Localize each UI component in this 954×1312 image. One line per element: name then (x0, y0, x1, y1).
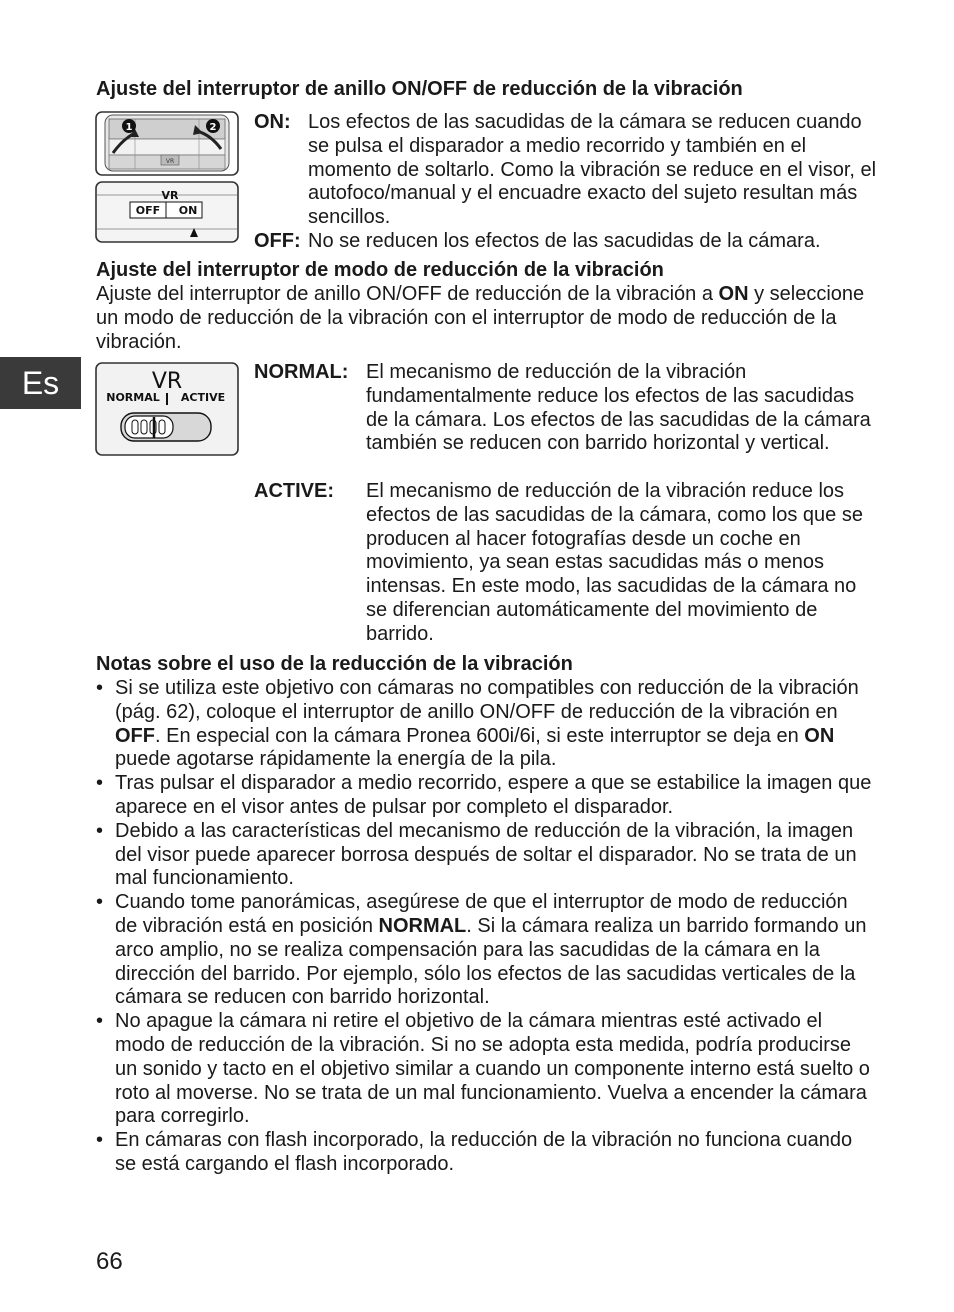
list-item (95, 1010, 875, 1129)
normal-position-label: NORMAL (106, 391, 160, 404)
note-text: Tras pulsar el disparador a medio recorrido, espere a que se estabilice la imagen que aparece en el visor antes de pulsar por completo el disparador. (115, 772, 872, 818)
bullet: • (96, 819, 104, 842)
note-bold: NORMAL (378, 914, 467, 937)
step-1-label: 1 (125, 122, 133, 133)
bullet: • (96, 772, 104, 795)
on-term: ON: (254, 111, 291, 133)
bullet: • (96, 1129, 104, 1152)
note-bold: OFF (115, 724, 155, 747)
normal-description: El mecanismo de reducción de la vibración fundamentalmente reduce los efectos de las sacudidas de la cámara. Los efectos de las sacudidas de la cámara también se reducen con barrido horizontal y vertical. (366, 361, 871, 455)
off-position-label: OFF (135, 204, 161, 217)
note-text: Cuando tome panorámicas, asegúrese de que el interruptor de modo de reducción de vibración está en posición (115, 891, 848, 937)
note-text: En cámaras con flash incorporado, la reducción de la vibración no funciona cuando se está cargando el flash incorporado. (115, 1129, 853, 1175)
off-description: No se reducen los efectos de las sacudidas de la cámara. (308, 230, 821, 252)
note-text: No apague la cámara ni retire el objetivo de la cámara mientras esté activado el modo de reducción de la vibración. Si no se adopta esta medida, podría producirse un sonido y tacto en el objetivo similar a cuando un componente interno está suelto o roto al moverse. No se trata de un mal funcionamiento. Vuelva a encender la cámara para corregirlo. (115, 1010, 870, 1128)
notes-heading: Notas sobre el uso de la reducción de la vibración (96, 653, 573, 675)
bullet: • (96, 677, 104, 699)
language-tab: Es (0, 357, 81, 409)
mode-section-heading: Ajuste del interruptor de modo de reducción de la vibración (96, 259, 664, 281)
mode-intro-text-2: y seleccione un modo de reducción de la vibración con el interruptor de modo de reducción de la vibración. (96, 283, 865, 353)
note-text: . En especial con la cámara Pronea 600i/6i, si este interruptor se deja en (155, 724, 805, 747)
bullet: • (96, 891, 104, 914)
mode-vr-label: VR (151, 369, 183, 394)
mode-intro-on: ON (718, 283, 749, 305)
vr-mode-switch-figure (95, 362, 240, 458)
lens-ring-illustration (96, 112, 238, 175)
note-text: puede agotarse rápidamente la energía de la pila. (115, 748, 557, 771)
onoff-switch-illustration (96, 182, 238, 242)
mode-intro-text-1: Ajuste del interruptor de anillo ON/OFF de reducción de la vibración a (96, 283, 719, 305)
onoff-section-heading: Ajuste del interruptor de anillo ON/OFF de reducción de la vibración (96, 78, 743, 100)
normal-term: NORMAL: (254, 361, 349, 383)
list-item (95, 677, 875, 772)
off-term: OFF: (254, 230, 301, 252)
note-text: Si se utiliza este objetivo con cámaras no compatibles con reducción de la vibración (pág. 62), coloque el interruptor de anillo ON/OFF de reducción de la vibración en (115, 677, 859, 723)
bullet: • (96, 1010, 104, 1033)
list-item (95, 820, 875, 891)
step-2-label: 2 (209, 122, 217, 133)
active-position-label: ACTIVE (180, 391, 226, 404)
list-item (95, 1129, 875, 1177)
active-term: ACTIVE: (254, 480, 334, 502)
mode-intro (96, 283, 881, 354)
on-description: Los efectos de las sacudidas de la cámara se reducen cuando se pulsa el disparador a medio recorrido y también en el momento de soltarlo. Como la vibración se reduce en el visor, el autofoco/manual y el encuadre exacto del sujeto resultan más sencillos. (308, 111, 877, 229)
notes-list (95, 677, 875, 1177)
onoff-vr-label: VR (161, 189, 179, 202)
page-number: 66 (96, 1248, 123, 1275)
note-bold: ON (804, 724, 835, 747)
ring-vr-label: VR (165, 158, 175, 165)
note-text: . Si la cámara realiza un barrido formando un arco amplio, no se realiza compensación para las sacudidas de la cámara en la dirección del barrido. Por ejemplo, sólo los efectos de las sacudidas verticales de la cámara se reducen con barrido horizontal. (115, 914, 867, 1009)
list-item (95, 891, 875, 1010)
list-item (95, 772, 875, 820)
vr-onoff-figure (95, 111, 240, 246)
note-text: Debido a las características del mecanismo de reducción de la vibración, la imagen del visor puede aparecer borrosa después de soltar el disparador. No se trata de un mal funcionamiento. (115, 819, 857, 890)
on-position-label: ON (178, 204, 198, 217)
active-description: El mecanismo de reducción de la vibración reduce los efectos de las sacudidas de la cámara, como los que se producen al hacer fotografías desde un coche en movimiento, ya sean estas sacudidas más o menos intensas. En este modo, las sacudidas de la cámara no se diferencian automáticamente del movimiento de barrido. (366, 480, 863, 645)
